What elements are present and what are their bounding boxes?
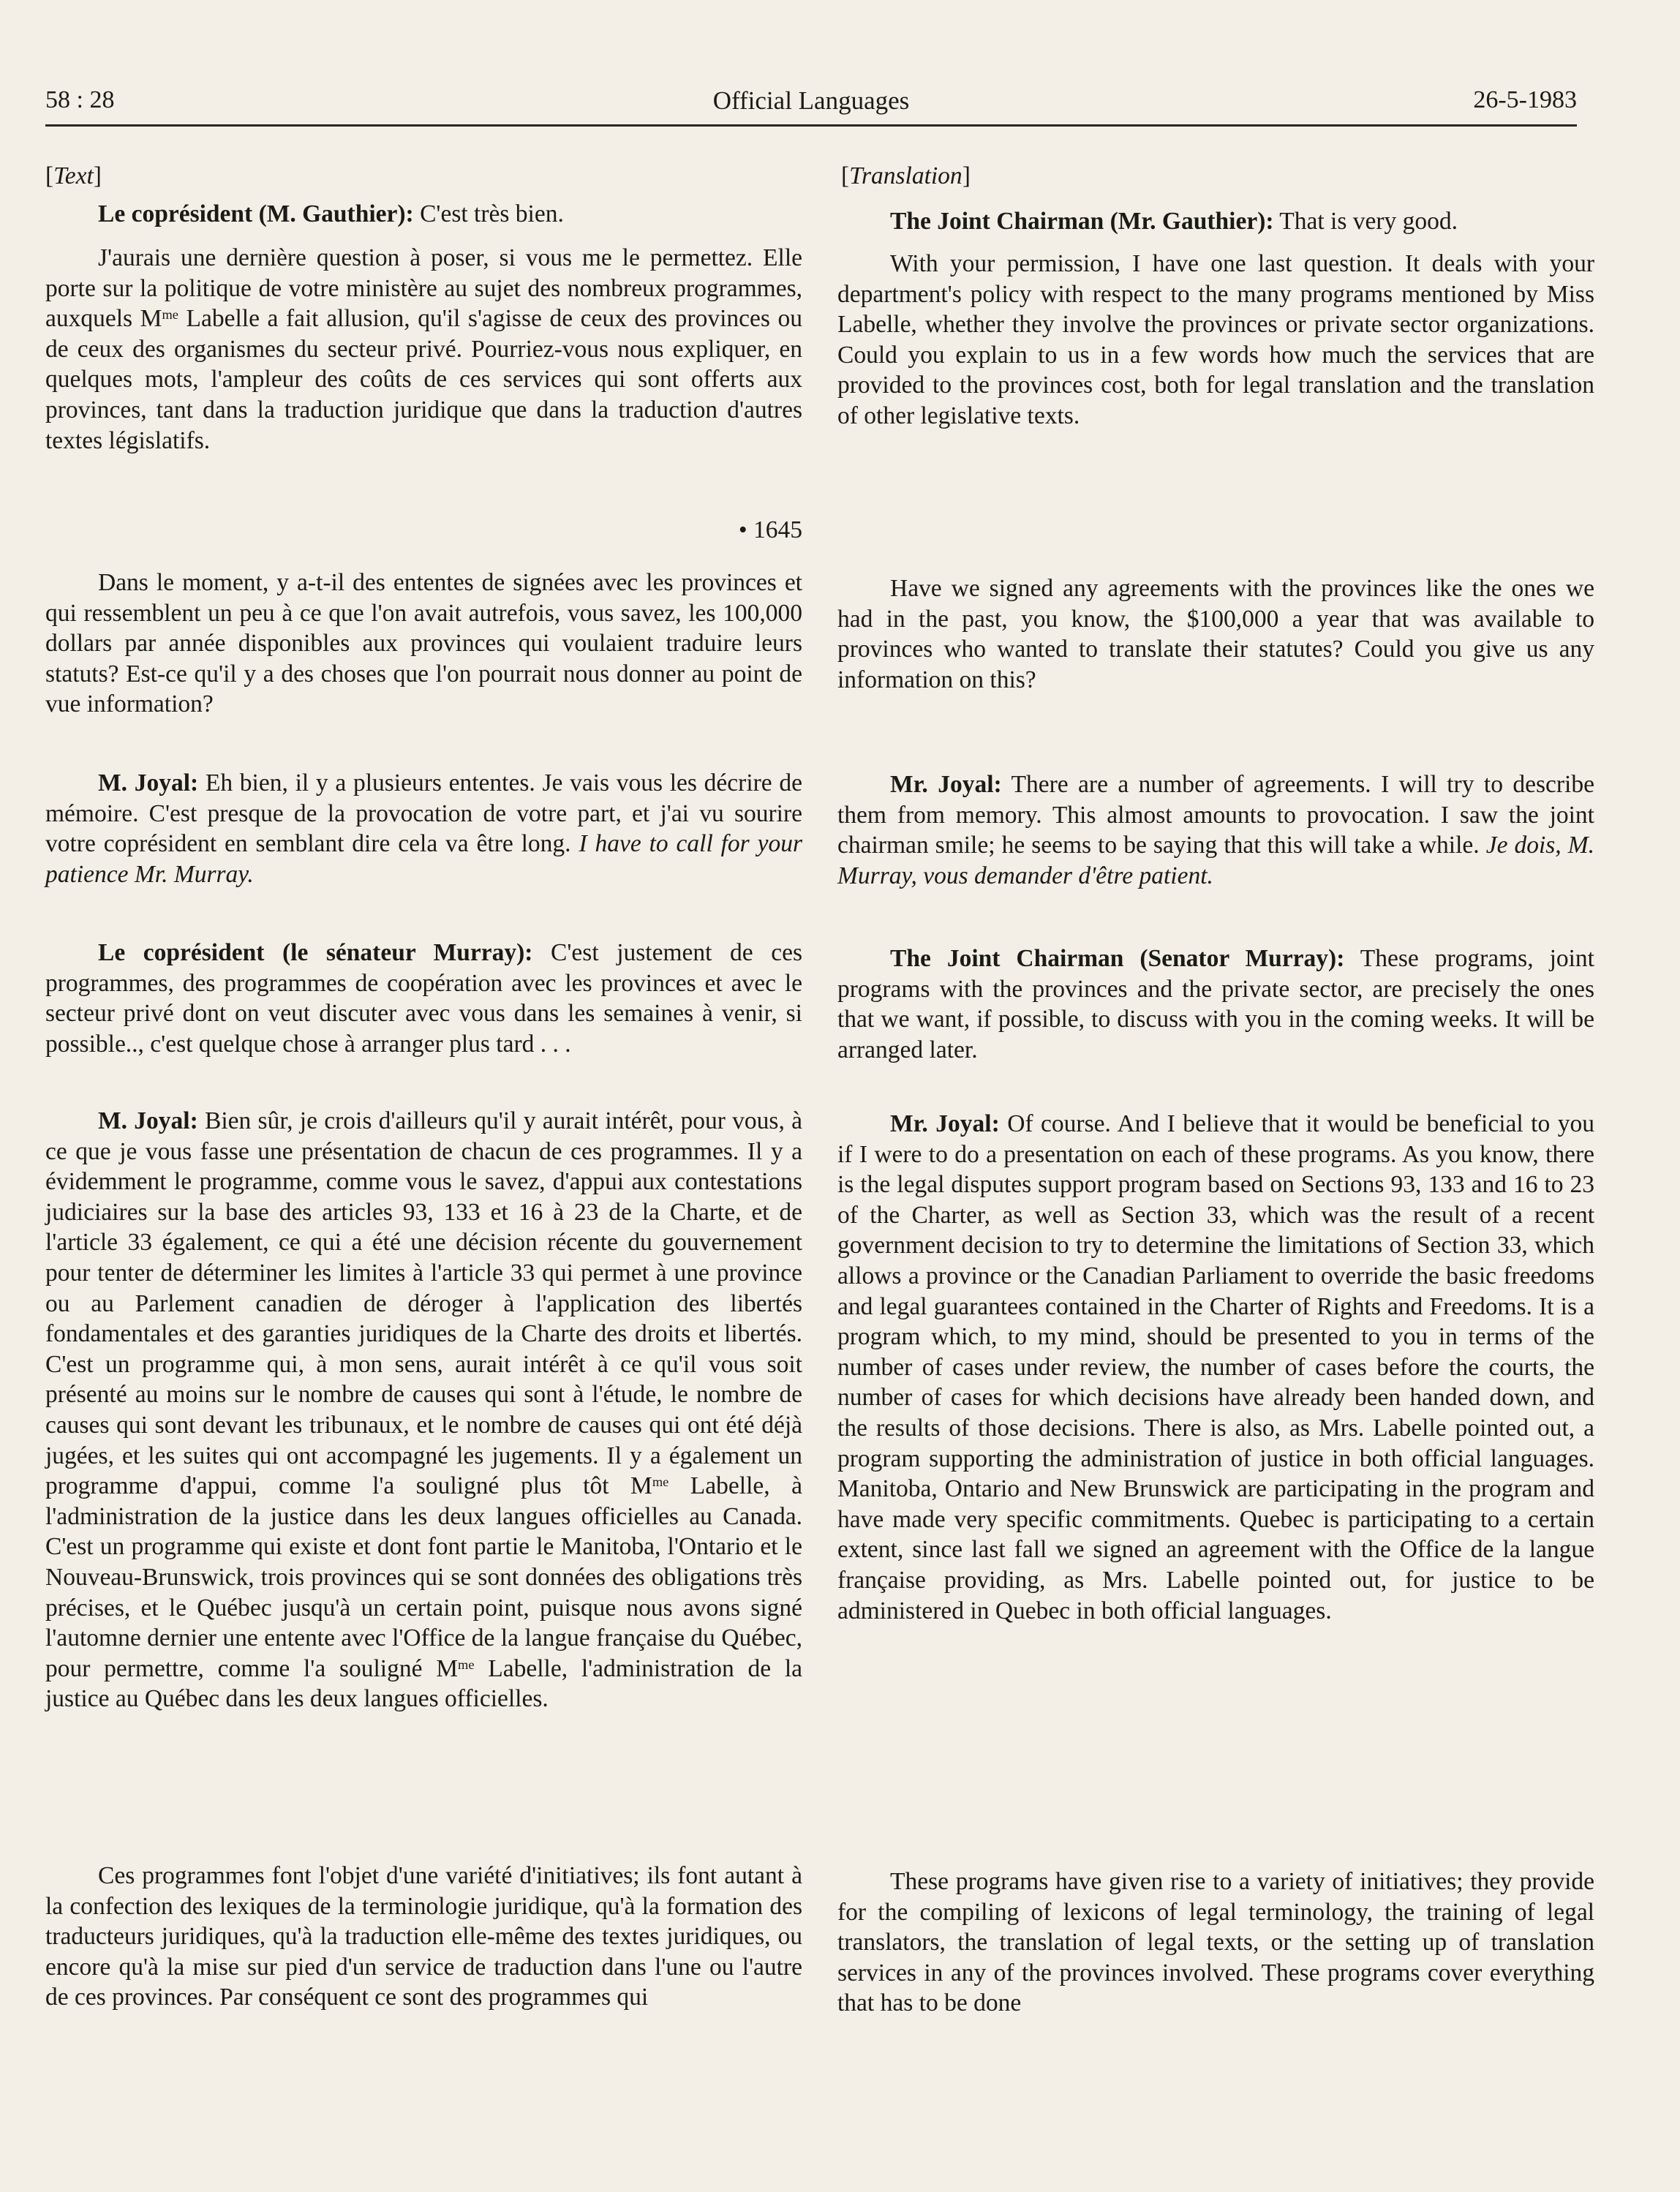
page-number: 58 : 28 [45, 86, 115, 113]
fr-paragraph-5: Le coprésident (le sénateur Murray): C'est justement de ces programmes, des programmes de coopération avec les provinces et avec le secteur privé dont on veut discuter avec vous dans les semaines à venir, si possible.., c'est quelque chose à arranger plus tard . . . [45, 939, 802, 1058]
speaker-label: Mr. Joyal: [890, 771, 1002, 798]
fr-paragraph-3: Dans le moment, y a-t-il des ententes de signées avec les provinces et qui ressemblent un peu à ce que l'on avait autrefois, vous savez, les 100,000 dollars par année disponibles aux provinces qui voulaient traduire leurs statuts? Est-ce qu'il y a des choses que l'on pourrait nous donner au point de vue information? [45, 569, 802, 718]
en-paragraph-4: Mr. Joyal: There are a number of agreements. I will try to describe them from memory. This almost amounts to provocation. I saw the joint chairman smile; he seems to be saying that this will take a while. Je dois, M. Murray, vous demander d'être patient. [837, 771, 1594, 889]
speaker-label: The Joint Chairman (Senator Murray): [890, 945, 1345, 972]
speaker-label: Mr. Joyal: [890, 1110, 1000, 1137]
fr-paragraph-6: M. Joyal: Bien sûr, je crois d'ailleurs qu'il y aurait intérêt, pour vous, à ce que je vous fasse une présentation de chacun de ces programmes. Il y a évidemment le programme, comme vous le savez, d'appui aux contestations judiciaires sur la base des articles 93, 133 et 16 à 23 de la Charte, et de l'article 33 également, ce qui a été une décision récente du gouvernement pour tenter de déterminer les limites à l'article 33 qui permet à une province ou au Parlement canadien de déroger à l'application des libertés fondamentales et des garanties juridiques de la Charte des droits et libertés. C'est un programme qui, à mon sens, aurait intérêt à ce qu'il vous soit présenté au moins sur le nombre de causes qui sont à l'étude, le nombre de causes qui sont devant les tribunaux, et le nombre de causes qui ont été déjà jugées, et les suites qui ont accompagné les jugements. Il y a également un programme d'appui, comme l'a souligné plus tôt $M^{me}$ Labelle, à l'administration de la justice dans les deux langues officielles au Canada. C'est un programme qui existe et dont font partie le Manitoba, l'Ontario et le Nouveau-Brunswick, trois provinces qui se sont données des obligations très précises, et le Québec jusqu'à un certain point, puisque nous avons signé l'automne dernier une entente avec l'Office de la langue française du Québec, pour permettre, comme l'a souligné $M^{me}$ Labelle, l'administration de la justice au Québec dans les deux langues officielles. [45, 1107, 802, 1713]
en-paragraph-6: Mr. Joyal: Of course. And I believe that it would be beneficial to you if I were to do a presentation on each of these programs. As you know, there is the legal disputes support program based on Sections 93, 133 and 16 to 23 of the Charter, as well as Section 33, which was the result of a recent government decision to try to determine the limitations of Section 33, which allows a province or the Canadian Parliament to override the basic freedoms and legal guarantees contained in the Charter of Rights and Freedoms. It is a program which, to my mind, should be presented to you in terms of the number of cases under review, the number of cases before the courts, the number of cases for which decisions have already been handed down, and the results of those decisions. There is also, as Mrs. Labelle pointed out, a program supporting the administration of justice in both official languages. Manitoba, Ontario and New Brunswick are participating in the program and have made very specific commitments. Quebec is participating to a certain extent, since last fall we signed an agreement with the Office de la langue française providing, as Mrs. Labelle pointed out, for justice to be administered in Quebec in both official languages. [837, 1110, 1594, 1624]
speaker-label: Le coprésident (M. Gauthier): [98, 200, 414, 227]
page-header [45, 86, 1577, 120]
speaker-label: M. Joyal: [98, 1107, 198, 1134]
header-rule [45, 124, 1577, 127]
section-tag-translation: [Translation] [841, 162, 971, 189]
en-paragraph-3: Have we signed any agreements with the provinces like the ones we had in the past, you know, the $100,000 a year that was available to provinces who wanted to translate their statutes? Could you give us any information on this? [837, 575, 1594, 693]
en-paragraph-2: With your permission, I have one last question. It deals with your department's policy with respect to the many programs mentioned by Miss Labelle, whether they involve the provinces or private sector organizations. Could you explain to us in a few words how much the services that are provided to the provinces cost, both for legal translation and the translation of other legislative texts. [837, 250, 1594, 429]
speaker-label: M. Joyal: [98, 769, 199, 796]
speaker-label: Le coprésident (le sénateur Murray): [98, 939, 533, 966]
fr-paragraph-7: Ces programmes font l'objet d'une variété d'initiatives; ils font autant à la confection des lexiques de la terminologie juridique, qu'à la formation des traducteurs juridiques, qu'à la traduction elle-même des textes juridiques, ou encore qu'à la mise sur pied d'un service de traduction dans l'une ou l'autre de ces provinces. Par conséquent ce sont des programmes qui [45, 1862, 802, 2011]
page-date: 26-5-1983 [1473, 86, 1577, 113]
en-paragraph-5: The Joint Chairman (Senator Murray): These programs, joint programs with the provinces and the private sector, are precisely the ones that we want, if possible, to discuss with you in the coming weeks. It will be arranged later. [837, 945, 1594, 1063]
fr-paragraph-2: J'aurais une dernière question à poser, si vous me le permettez. Elle porte sur la politique de votre ministère au sujet des nombreux programmes, auxquels $M^{me}$ Labelle a fait allusion, qu'il s'agisse de ceux des provinces ou de ceux des organismes du secteur privé. Pourriez-vous nous expliquer, en quelques mots, l'ampleur des coûts de ces services qui sont offerts aux provinces, tant dans la traduction juridique que dans la traduction d'autres textes législatifs. [45, 244, 802, 454]
timestamp: • 1645 [738, 516, 802, 543]
section-tag-text: [Text] [45, 162, 102, 189]
en-paragraph-7: These programs have given rise to a variety of initiatives; they provide for the compiling of lexicons of legal terminology, the training of legal translators, the translation of legal texts, or the setting up of translation services in any of the provinces involved. These programs cover everything that has to be done [837, 1868, 1594, 2017]
running-title: Official Languages [712, 86, 910, 115]
fr-paragraph-1: Le coprésident (M. Gauthier): C'est très bien. [98, 200, 564, 227]
speaker-label: The Joint Chairman (Mr. Gauthier): [890, 208, 1274, 235]
fr-paragraph-4: M. Joyal: Eh bien, il y a plusieurs ententes. Je vais vous les décrire de mémoire. C'est presque de la provocation de votre part, et j'ai vu sourire votre coprésident en semblant dire cela va être long. I have to call for your patience Mr. Murray. [45, 769, 802, 888]
en-paragraph-1: The Joint Chairman (Mr. Gauthier): That is very good. [890, 208, 1458, 235]
